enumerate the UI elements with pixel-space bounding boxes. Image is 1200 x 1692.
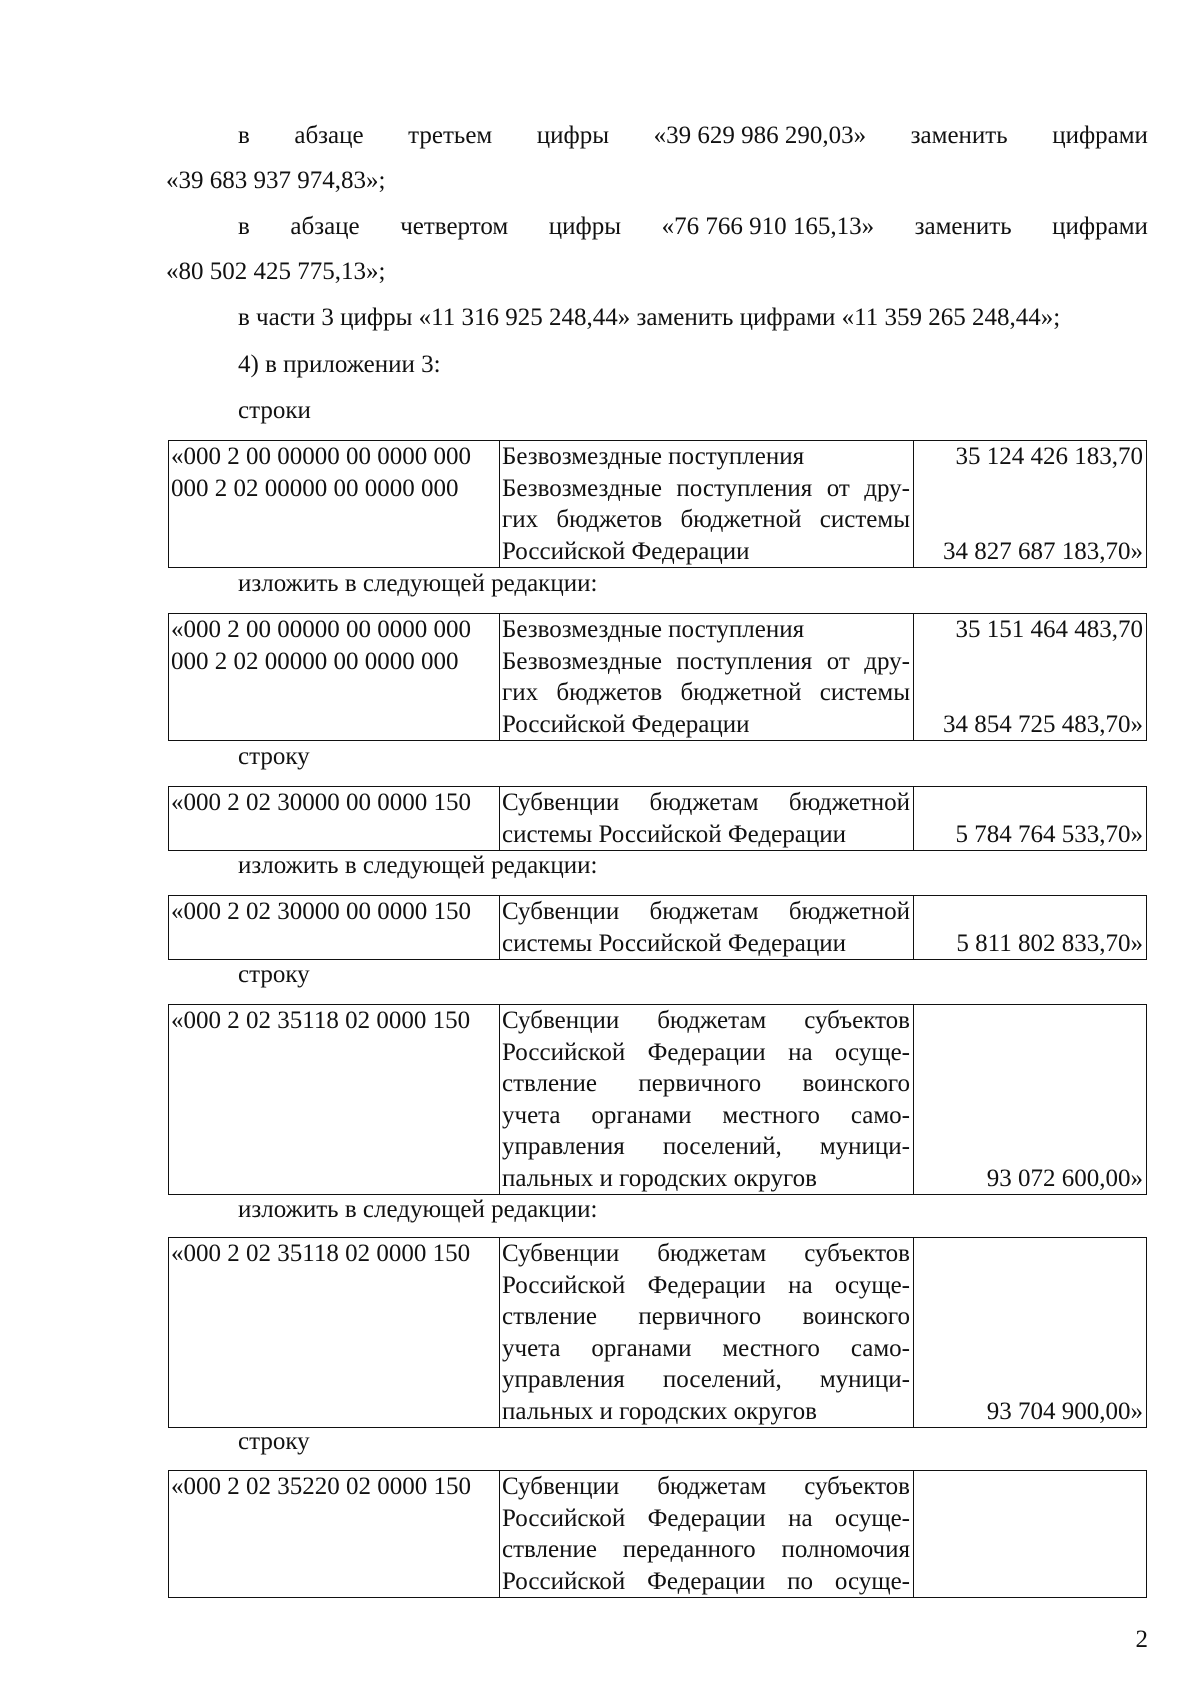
name-line: Российской Федерации на осуще-	[502, 1504, 910, 1532]
label-row: строку	[238, 743, 310, 770]
value-cell	[914, 1005, 1147, 1195]
p1-word: заменить	[910, 122, 1008, 149]
p1-word: третьем	[408, 122, 493, 149]
p2-word: цифры	[548, 213, 621, 240]
paragraph-2-line-2: «80 502 425 775,13»;	[166, 258, 386, 285]
budget-code: 000 2 02 00000 00 0000 000	[171, 474, 459, 502]
p1-word: цифрами	[1052, 122, 1148, 149]
amount: 34 854 725 483,70»	[943, 710, 1143, 738]
amount-spacer	[916, 646, 1143, 678]
table-row-old-35118	[168, 1004, 1147, 1195]
label-edit: изложить в следующей редакции:	[238, 852, 598, 879]
name-line: гих бюджетов бюджетной системы	[502, 506, 910, 533]
amount: 35 151 464 483,70	[955, 616, 1143, 643]
p2-word: четвертом	[400, 213, 509, 240]
name-line: Безвозмездные поступления от дру-	[502, 647, 910, 675]
name-line: Российской Федерации	[502, 537, 750, 565]
value-cell	[914, 787, 1147, 851]
name-line: управления поселений, муници-	[502, 1366, 910, 1393]
code-cell	[169, 614, 500, 741]
name-cell	[500, 614, 914, 741]
p2-word: цифрами	[1052, 213, 1148, 240]
budget-code: «000 2 02 35118 02 0000 150	[171, 1240, 471, 1267]
amount-spacer	[916, 787, 1143, 819]
amount-spacer	[916, 677, 1143, 709]
name-line: Субвенции бюджетам субъектов	[502, 1473, 910, 1500]
budget-code: «000 2 02 30000 00 0000 150	[171, 898, 471, 925]
label-row: строку	[238, 961, 310, 988]
budget-code: «000 2 02 30000 00 0000 150	[171, 789, 471, 816]
value-cell	[914, 1238, 1147, 1428]
table-row-new-35118	[168, 1237, 1147, 1428]
name-line: Российской Федерации по осуще-	[502, 1567, 910, 1595]
table-rows-new	[168, 613, 1147, 741]
table-rows-old	[168, 440, 1147, 568]
label-edit: изложить в следующей редакции:	[238, 1196, 598, 1223]
paragraph-3: в части 3 цифры «11 316 925 248,44» заменить цифрами «11 359 265 248,44»;	[238, 304, 1061, 331]
table-row	[169, 896, 1147, 960]
value-cell	[914, 896, 1147, 960]
name-line: управления поселений, муници-	[502, 1133, 910, 1160]
p2-word: заменить	[914, 213, 1012, 240]
amount: 93 704 900,00»	[986, 1397, 1143, 1425]
name-line: Безвозмездные поступления от дру-	[502, 474, 910, 502]
table-row	[169, 1005, 1147, 1195]
name-cell	[500, 787, 914, 851]
budget-code: «000 2 02 35118 02 0000 150	[171, 1007, 471, 1034]
amount: 93 072 600,00»	[986, 1164, 1143, 1192]
code-cell	[169, 441, 500, 568]
table-row-old-35220	[168, 1470, 1147, 1598]
code-cell	[169, 787, 500, 851]
p2-word: «76 766 910 165,13»	[661, 213, 875, 240]
name-line: пальных и городских округов	[502, 1164, 817, 1192]
name-line: учета органами местного само-	[502, 1334, 910, 1362]
amount: 5 784 764 533,70»	[955, 820, 1143, 848]
paragraph-2-line-1	[238, 211, 1148, 242]
name-line: Субвенции бюджетам бюджетной	[502, 898, 910, 925]
value-cell	[914, 1471, 1147, 1598]
label-edit: изложить в следующей редакции:	[238, 570, 598, 597]
amount-spacer	[916, 473, 1143, 505]
name-line: Субвенции бюджетам субъектов	[502, 1007, 910, 1034]
p2-word: в	[238, 213, 250, 240]
budget-code: 000 2 02 00000 00 0000 000	[171, 647, 459, 675]
name-line: ствление первичного воинского	[502, 1303, 910, 1330]
name-line: Субвенции бюджетам субъектов	[502, 1240, 910, 1267]
p1-word: цифры	[536, 122, 610, 149]
name-line: ствление первичного воинского	[502, 1070, 910, 1097]
table-row	[169, 441, 1147, 568]
code-cell	[169, 1005, 500, 1195]
page-number: 2	[1135, 1626, 1148, 1653]
budget-code: «000 2 00 00000 00 0000 000	[171, 616, 471, 643]
table-row	[169, 1238, 1147, 1428]
table-row	[169, 1471, 1147, 1598]
name-line: ствление переданного полномочия	[502, 1536, 910, 1563]
code-cell	[169, 1471, 500, 1598]
name-line: гих бюджетов бюджетной системы	[502, 679, 910, 706]
value-cell	[914, 614, 1147, 741]
name-line: Российской Федерации	[502, 710, 750, 738]
table-row-new-30000	[168, 895, 1147, 960]
code-cell	[169, 896, 500, 960]
label-rows: строки	[238, 397, 311, 424]
name-line: Российской Федерации на осуще-	[502, 1271, 910, 1299]
amount: 34 827 687 183,70»	[943, 537, 1143, 565]
amount-spacer	[916, 504, 1143, 536]
name-cell	[500, 1471, 914, 1598]
p1-word: абзаце	[294, 122, 364, 149]
name-line: Субвенции бюджетам бюджетной	[502, 789, 910, 816]
name-line: Безвозмездные поступления	[502, 443, 805, 470]
name-cell	[500, 441, 914, 568]
name-line: пальных и городских округов	[502, 1397, 817, 1425]
table-row	[169, 614, 1147, 741]
table-row	[169, 787, 1147, 851]
name-line: системы Российской Федерации	[502, 820, 846, 848]
paragraph-1-line-1	[238, 120, 1148, 151]
table-row-old-30000	[168, 786, 1147, 851]
label-row: строку	[238, 1428, 310, 1455]
name-line: системы Российской Федерации	[502, 929, 846, 957]
name-cell	[500, 1238, 914, 1428]
name-cell	[500, 1005, 914, 1195]
code-cell	[169, 1238, 500, 1428]
amount-spacer	[916, 896, 1143, 928]
name-line: Безвозмездные поступления	[502, 616, 805, 643]
paragraph-4: 4) в приложении 3:	[238, 351, 441, 378]
value-cell	[914, 441, 1147, 568]
amount: 5 811 802 833,70»	[956, 929, 1143, 957]
p1-word: «39 629 986 290,03»	[653, 122, 867, 149]
budget-code: «000 2 02 35220 02 0000 150	[171, 1473, 471, 1500]
budget-code: «000 2 00 00000 00 0000 000	[171, 443, 471, 470]
name-cell	[500, 896, 914, 960]
p1-word: в	[238, 122, 250, 149]
name-line: учета органами местного само-	[502, 1101, 910, 1129]
name-line: Российской Федерации на осуще-	[502, 1038, 910, 1066]
paragraph-1-line-2: «39 683 937 974,83»;	[166, 167, 386, 194]
p2-word: абзаце	[290, 213, 360, 240]
amount: 35 124 426 183,70	[955, 443, 1143, 470]
